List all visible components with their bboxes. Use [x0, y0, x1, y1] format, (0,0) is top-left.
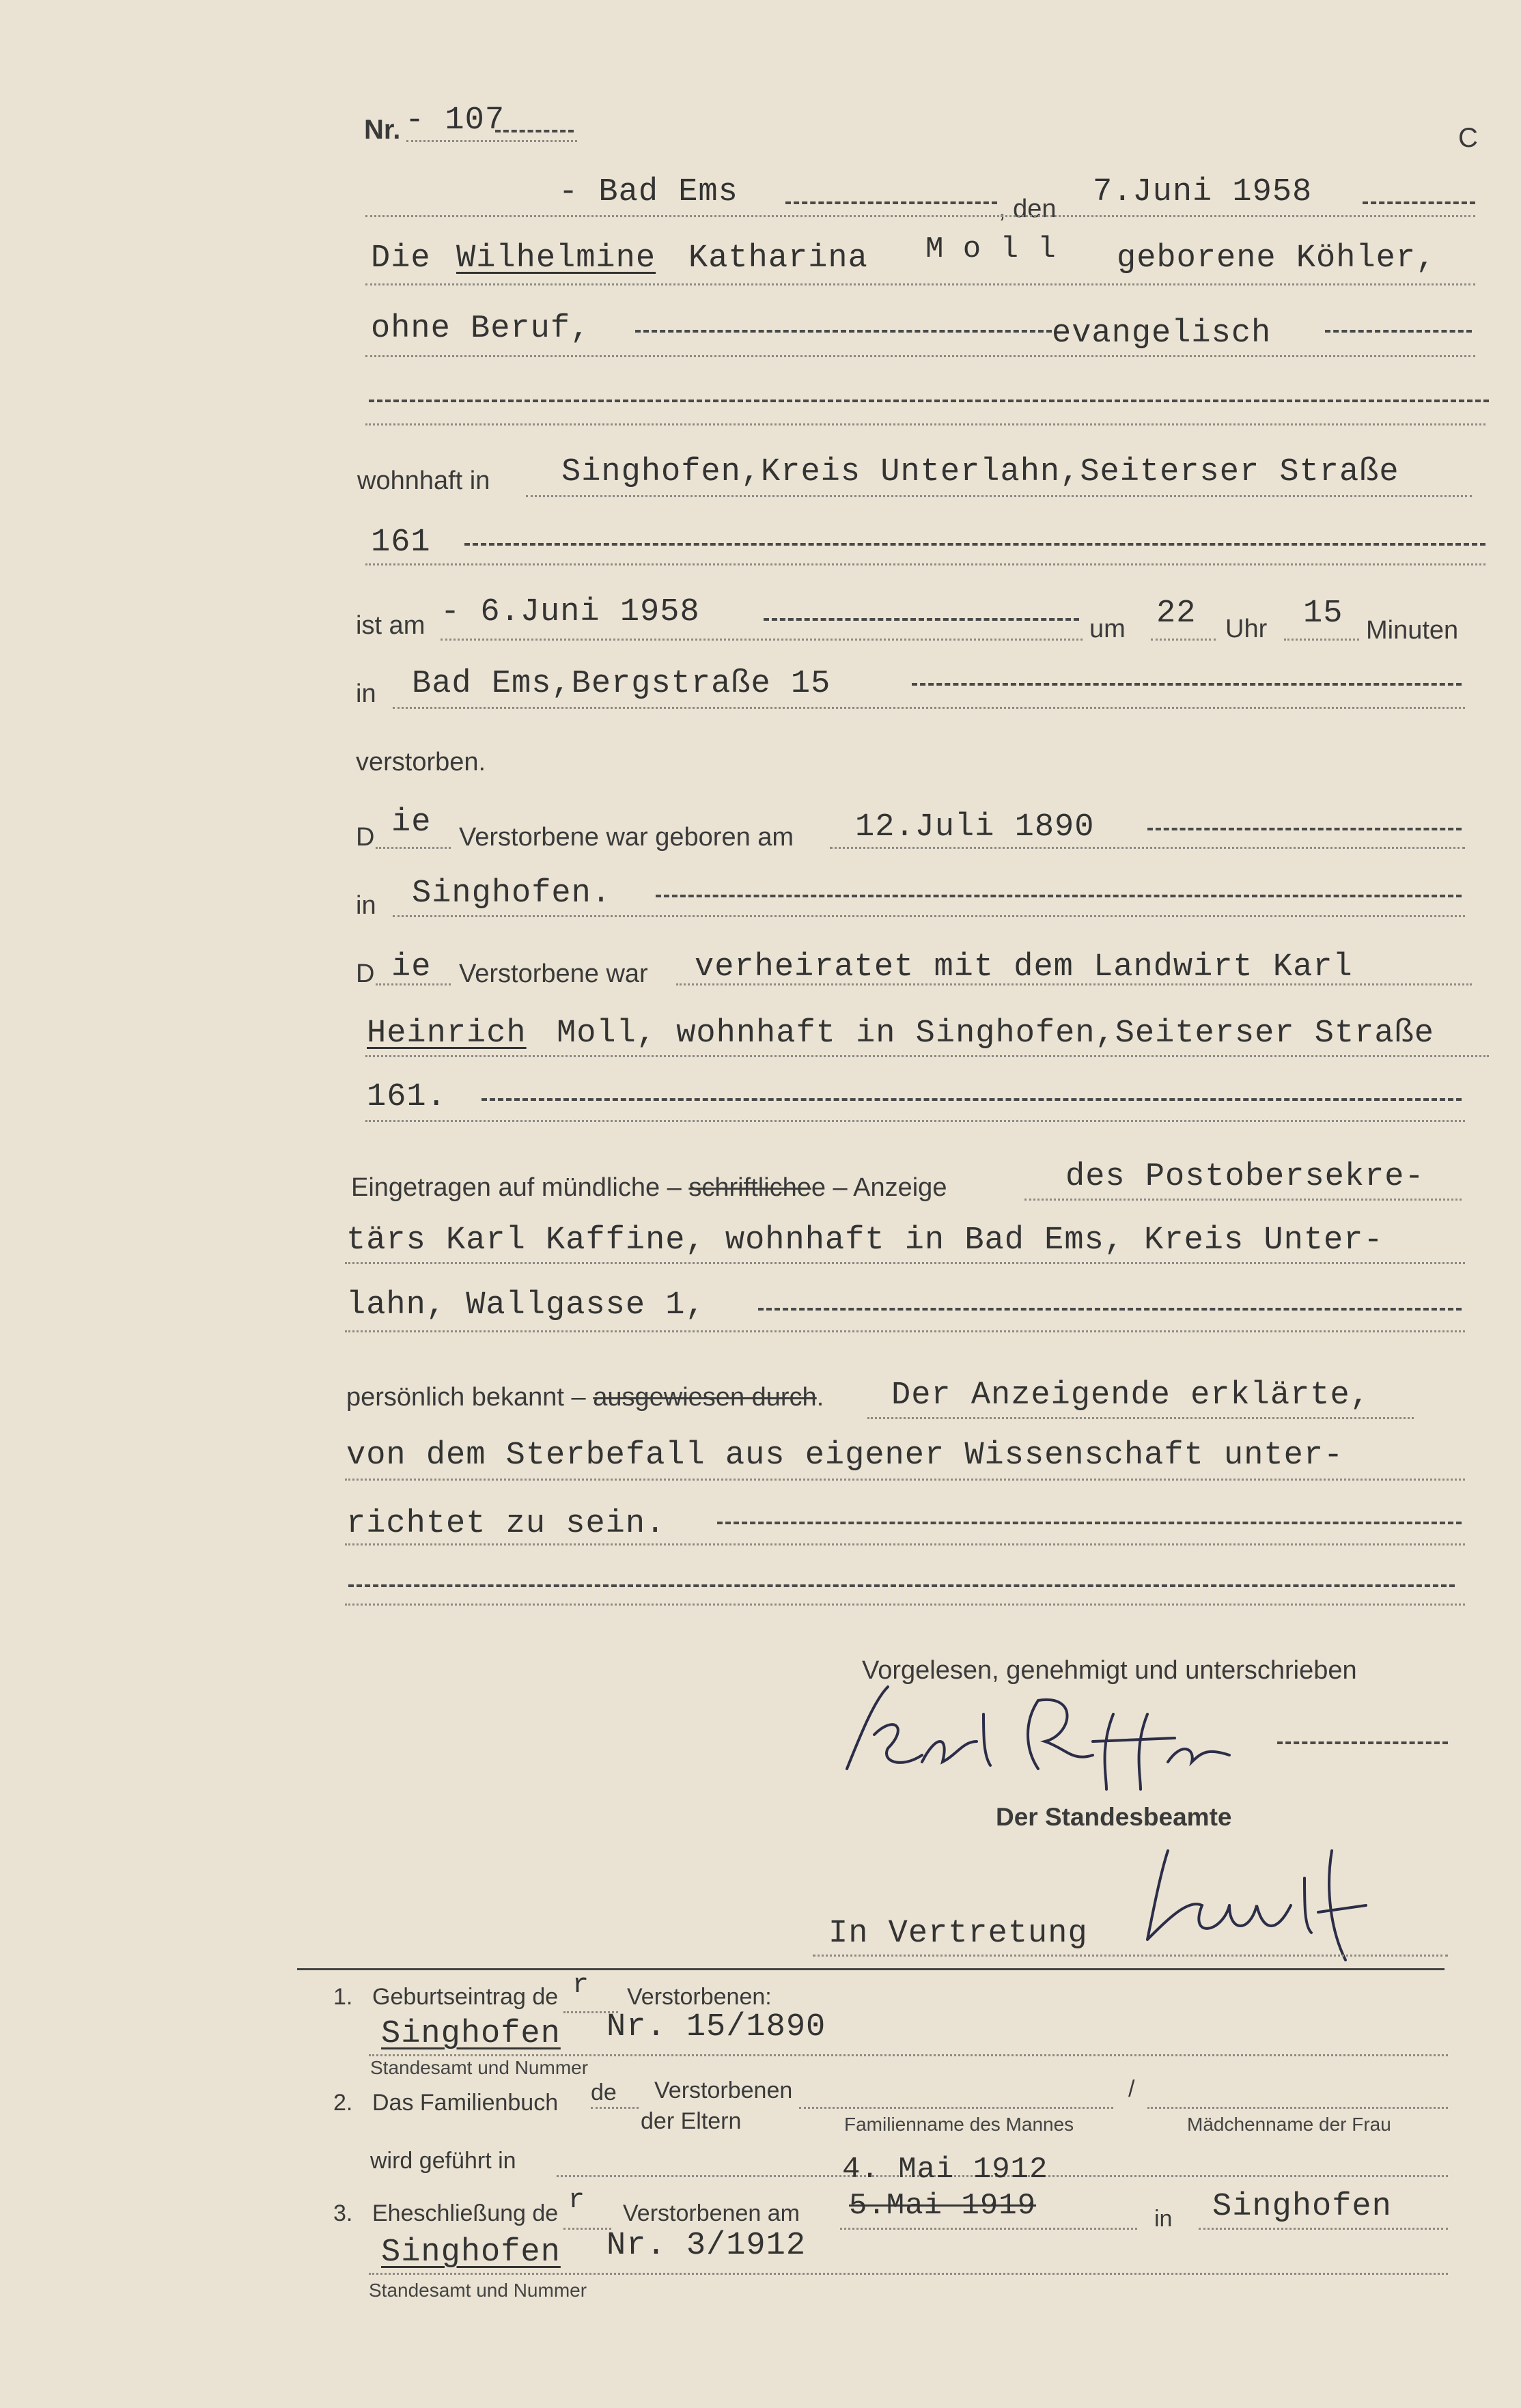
ist-am-label: ist am — [356, 611, 425, 640]
footnote-1-sub: Standesamt und Nummer — [370, 2057, 589, 2078]
marriage-date-corrected: 4. Mai 1912 — [842, 2153, 1048, 2187]
struck-ausgewiesen: ausgewiesen durch — [593, 1383, 817, 1412]
den-label: , den — [999, 195, 1057, 223]
religion: evangelisch — [1052, 316, 1272, 352]
footnote-3-r: r — [568, 2185, 586, 2216]
marriage-text-2: Moll, wohnhaft in Singhofen,Seiterser Straße — [557, 1016, 1435, 1052]
footnote-2-wird: wird geführt in — [370, 2148, 516, 2174]
registration-text-2: tärs Karl Kaffine, wohnhaft in Bad Ems, Kreis Unter- — [346, 1222, 1384, 1259]
birth-in-label: in — [356, 891, 376, 920]
footnote-1-nr: Nr. 15/1890 — [606, 2009, 826, 2045]
footnote-3-sub: Standesamt und Nummer — [369, 2280, 587, 2301]
first-name: Wilhelmine — [456, 240, 656, 277]
marriage-ie: ie — [391, 949, 432, 985]
footnote-3-place: Singhofen — [381, 2235, 561, 2271]
footnote-1-label: Geburtseintrag de — [372, 1984, 559, 2010]
footnote-2-number: 2. — [333, 2090, 353, 2116]
birth-d-label: D — [356, 823, 375, 852]
footnote-1-place: Singhofen — [381, 2016, 561, 2052]
registrar-title: Der Standesbeamte — [996, 1803, 1232, 1831]
middle-name: Katharina — [688, 240, 868, 277]
residence-label: wohnhaft in — [357, 466, 490, 495]
informant-signature — [820, 1673, 1243, 1796]
footnote-3-in: in — [1154, 2206, 1173, 2232]
footnote-2-label: Das Familienbuch — [372, 2090, 559, 2116]
in-label: in — [356, 680, 376, 708]
footnote-1-number: 1. — [333, 1984, 353, 2010]
registration-label: Eingetragen auf mündliche – schriftlichee – Anzeige — [351, 1173, 947, 1202]
read-approved-label: Vorgelesen, genehmigt und unterschrieben — [862, 1656, 1357, 1685]
surname: M o l l — [925, 232, 1057, 266]
footnote-3-label-b: Verstorbenen am — [623, 2200, 800, 2226]
marriage-d-label: D — [356, 960, 375, 988]
marriage-text-3: 161. — [367, 1079, 447, 1115]
um-label: um — [1089, 615, 1126, 643]
footnote-2-eltern: der Eltern — [641, 2108, 742, 2134]
footnote-3-place-right: Singhofen — [1212, 2189, 1392, 2225]
marriage-text-1: verheiratet mit dem Landwirt Karl — [695, 949, 1353, 985]
registry-place: - Bad Ems — [559, 174, 738, 210]
footnote-1-label-b: Verstorbenen: — [627, 1984, 772, 2010]
identity-text-2: von dem Sterbefall aus eigener Wissenschaft unter- — [346, 1438, 1344, 1474]
residence-value: Singhofen,Kreis Unterlahn,Seiterser Straße — [561, 454, 1399, 490]
registry-date: 7.Juni 1958 — [1093, 174, 1313, 210]
birth-place: Singhofen. — [412, 876, 612, 912]
identity-text-1: Der Anzeigende erklärte, — [891, 1377, 1370, 1414]
corner-letter: C — [1458, 123, 1478, 153]
death-hour: 22 — [1156, 596, 1197, 632]
footnote-3-label: Eheschließung de — [372, 2200, 559, 2226]
verstorben-label: verstorben. — [356, 748, 486, 776]
married-label: Verstorbene war — [459, 960, 648, 988]
spouse-first-name: Heinrich — [367, 1016, 527, 1052]
footnote-2-wife-label: Mädchenname der Frau — [1187, 2114, 1391, 2135]
identity-label: persönlich bekannt – ausgewiesen durch. — [346, 1383, 824, 1412]
death-date: - 6.Juni 1958 — [441, 594, 700, 630]
die-word: Die — [371, 240, 431, 277]
death-minutes: 15 — [1303, 596, 1343, 632]
registration-text-3: lahn, Wallgasse 1, — [346, 1287, 706, 1324]
footnote-2-verstorbenen: Verstorbenen — [654, 2077, 793, 2103]
marriage-date-struck: 5.Mai 1919 — [849, 2189, 1037, 2223]
struck-schriftlich: schriftliche — [688, 1173, 811, 1202]
record-number: - 107 — [405, 102, 505, 139]
nr-label: Nr. — [364, 115, 401, 145]
identity-text-3: richtet zu sein. — [346, 1506, 666, 1542]
footnote-2-slash: / — [1128, 2076, 1135, 2102]
footnote-1-r: r — [572, 1970, 590, 2001]
occupation: ohne Beruf, — [371, 311, 591, 347]
registration-text-1: des Postobersekre- — [1065, 1159, 1425, 1195]
birth-ie: ie — [391, 804, 432, 841]
footnote-3-nr: Nr. 3/1912 — [606, 2228, 807, 2264]
in-vertretung: In Vertretung — [828, 1916, 1088, 1952]
residence-number: 161 — [371, 524, 431, 561]
registrar-signature — [1127, 1837, 1386, 1967]
birth-name: geborene Köhler, — [1117, 240, 1436, 277]
footnote-2-de: de — [591, 2080, 617, 2105]
born-label: Verstorbene war geboren am — [459, 823, 794, 852]
birth-date: 12.Juli 1890 — [855, 809, 1095, 845]
minuten-label: Minuten — [1366, 616, 1459, 645]
death-place: Bad Ems,Bergstraße 15 — [412, 666, 831, 702]
footnote-2-husband-label: Familienname des Mannes — [844, 2114, 1074, 2135]
uhr-label: Uhr — [1225, 615, 1268, 643]
footnote-3-number: 3. — [333, 2200, 353, 2226]
